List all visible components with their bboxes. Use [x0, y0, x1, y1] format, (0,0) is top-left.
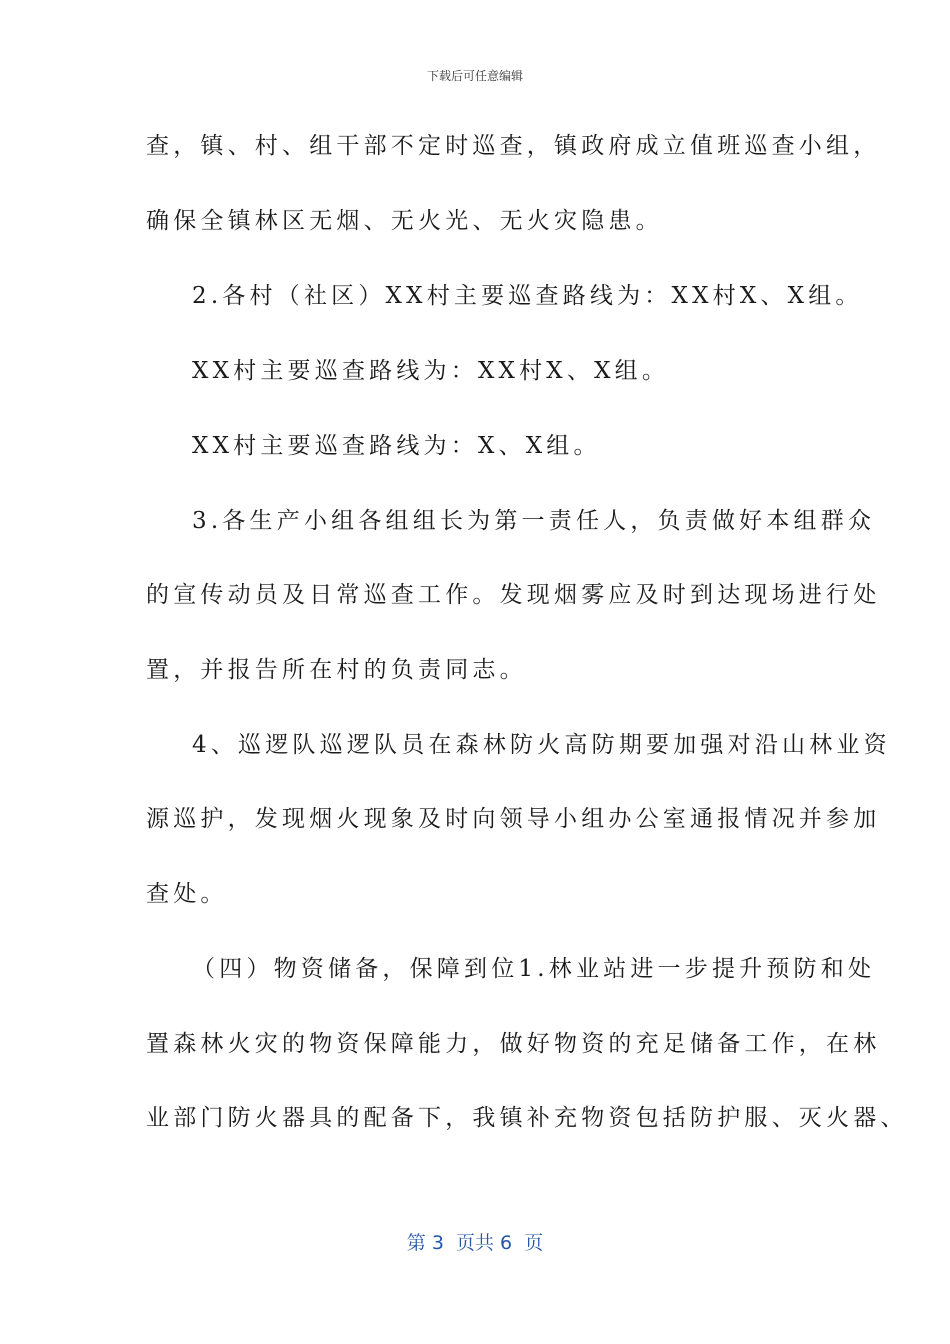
body-line-2: 确保全镇林区无烟、无火光、无火灾隐患。 [146, 208, 663, 234]
body-line-9: 4、巡逻队巡逻队员在森林防火高防期要加强对沿山林业资 [192, 732, 891, 758]
body-line-10: 源巡护，发现烟火现象及时向领导小组办公室通报情况并参加 [146, 806, 881, 832]
body-line-3: 2.各村（社区）XX村主要巡查路线为：XX村X、X组。 [192, 283, 863, 309]
body-line-12: （四）物资储备，保障到位1.林业站进一步提升预防和处 [192, 956, 876, 982]
body-line-7: 的宣传动员及日常巡查工作。发现烟雾应及时到达现场进行处 [146, 582, 881, 608]
body-line-5: XX村主要巡查路线为：X、X组。 [192, 433, 601, 459]
body-line-1: 查，镇、村、组干部不定时巡查，镇政府成立值班巡查小组， [146, 133, 881, 159]
header-note: 下载后可任意编辑 [426, 69, 523, 83]
body-line-4: XX村主要巡查路线为：XX村X、X组。 [192, 358, 670, 384]
page-number-footer: 第 3 页共 6 页 [406, 1232, 544, 1254]
body-line-8: 置，并报告所在村的负责同志。 [146, 657, 527, 683]
body-line-6: 3.各生产小组各组组长为第一责任人，负责做好本组群众 [192, 508, 876, 534]
body-line-14: 业部门防火器具的配备下，我镇补充物资包括防护服、灭火器、 [146, 1105, 908, 1131]
body-line-11: 查处。 [146, 881, 228, 907]
body-line-13: 置森林火灾的物资保障能力，做好物资的充足储备工作，在林 [146, 1031, 881, 1057]
